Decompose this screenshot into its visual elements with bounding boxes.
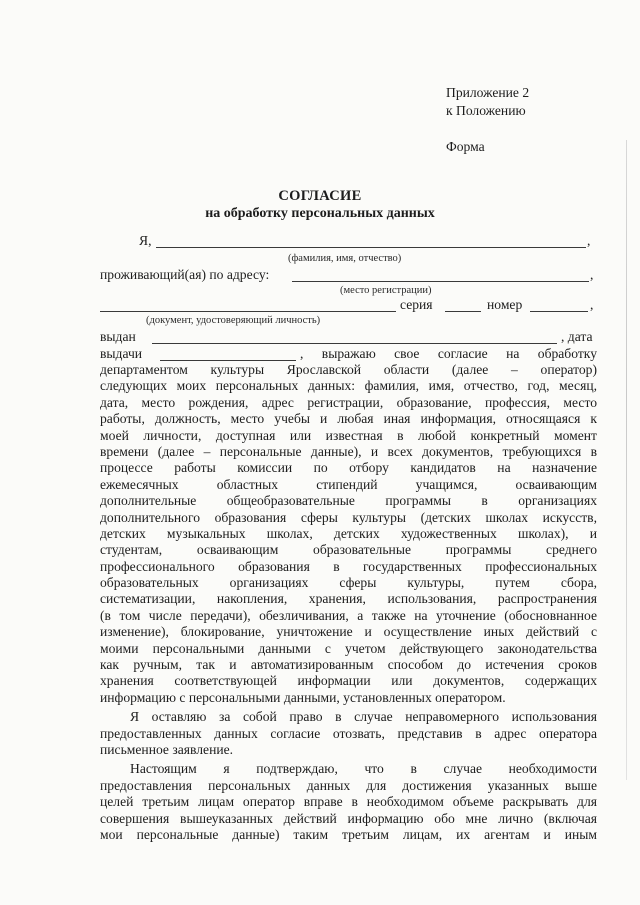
body-line: как ручным, так и автоматизированным способом до истечения сроков xyxy=(100,657,597,673)
body-line: целей третьим лицам оператор вправе в необходимом объеме раскрывать для xyxy=(100,794,597,810)
body-line: детских музыкальных школах, детских художественных школах), и xyxy=(100,525,597,541)
body-line: времени (далее – персональные данные), и всех документов, требующихся в xyxy=(100,443,597,459)
body-line: процессе работы комиссии по отбору кандидатов на назначение xyxy=(100,460,597,476)
fio-blank[interactable] xyxy=(156,247,586,248)
address-blank[interactable] xyxy=(292,281,589,282)
body-line: ежемесячных областных стипендий учащимся, осваивающим xyxy=(100,476,597,492)
number-label: номер xyxy=(487,297,523,312)
body-line: хранения соответствующей информации или документов, содержащих xyxy=(100,673,597,689)
consent-body xyxy=(100,362,597,843)
body-line: письменное заявление. xyxy=(100,741,234,757)
issued-label: выдан xyxy=(100,329,136,344)
body-line: (в том числе передачи), обезличивания, а также на уточнение (обосновнанное xyxy=(100,607,597,623)
body-line: студентам, осваивающим образовательные программы среднего xyxy=(100,542,597,558)
body-line: департаментом культуры Ярославской области (далее – оператор) xyxy=(100,362,597,377)
document-caption: (документ, удостоверяющий личность) xyxy=(146,315,321,326)
body-line: предоставленных данных согласие отозвать, представив в адрес оператора xyxy=(100,725,597,741)
document-blank[interactable] xyxy=(100,311,396,312)
body-line: систематизации, накопления, хранения, использования, распространения xyxy=(100,591,597,607)
issue-date-blank[interactable] xyxy=(160,360,296,361)
series-blank[interactable] xyxy=(445,311,481,312)
number-blank[interactable] xyxy=(530,311,588,312)
document-title xyxy=(0,187,640,222)
appendix-reference: к Положению xyxy=(446,103,526,118)
body-line: моими персональными данными с учетом действующего законодательства xyxy=(100,640,597,656)
body-line: предоставления персональных данных для достижения указанных выше xyxy=(100,777,597,793)
number-comma: , xyxy=(590,297,594,312)
field-label-ya: Я, xyxy=(139,233,152,248)
body-line: дополнительные общеобразовательные программы в организациях xyxy=(100,493,597,509)
title-subtitle: на обработку персональных данных xyxy=(205,206,435,221)
form-label: Форма xyxy=(446,139,485,154)
body-line: работы, должность, место учебы и любая иная информация, относящаяся к xyxy=(100,411,597,427)
consent-statement-start: , выражаю свое согласие на обработку xyxy=(300,346,597,361)
title-main: СОГЛАСИЕ xyxy=(278,188,362,204)
body-line: совершения вышеуказанных действий информацию обо мне лично (включая xyxy=(100,810,597,826)
fio-caption: (фамилия, имя, отчество) xyxy=(288,253,402,264)
body-line: образовательных организациях сферы культуры, путем сбора, xyxy=(100,575,597,591)
body-line: дополнительного образования сферы культуры (детских школах искусств, xyxy=(100,509,597,525)
body-line: информацию с персональными данными, установленных оператором. xyxy=(100,689,506,705)
body-line: изменение), блокирование, уничтожение и осуществление иных действий с xyxy=(100,624,597,640)
fio-comma: , xyxy=(587,233,591,248)
series-label: серия xyxy=(400,297,433,312)
body-line: Я оставляю за собой право в случае неправомерного использования xyxy=(130,709,597,725)
body-line: профессионального образования в государственных профессиональных xyxy=(100,558,597,574)
issued-blank[interactable] xyxy=(152,343,557,344)
appendix-number: Приложение 2 xyxy=(446,85,530,100)
scan-edge-line xyxy=(626,140,627,780)
registration-caption: (место регистрации) xyxy=(340,285,432,296)
appendix-block xyxy=(446,84,529,156)
body-line: Настоящим я подтверждаю, что в случае необходимости xyxy=(130,761,597,777)
address-label: проживающий(ая) по адресу: xyxy=(100,267,270,282)
body-line: дата, место рождения, адрес регистрации, образование, профессия, место xyxy=(100,394,597,410)
date-label: , дата xyxy=(561,329,593,344)
body-line: мои персональные данные) таким третьим лицам, их агентам и иным xyxy=(100,826,597,842)
body-line: моей личности, доступная или известная в любой конкретный момент xyxy=(100,427,597,443)
body-line: следующих моих персональных данных: фамилия, имя, отчество, год, месяц, xyxy=(100,378,597,394)
issue-date-label: выдачи xyxy=(100,346,143,361)
address-comma: , xyxy=(590,267,594,282)
